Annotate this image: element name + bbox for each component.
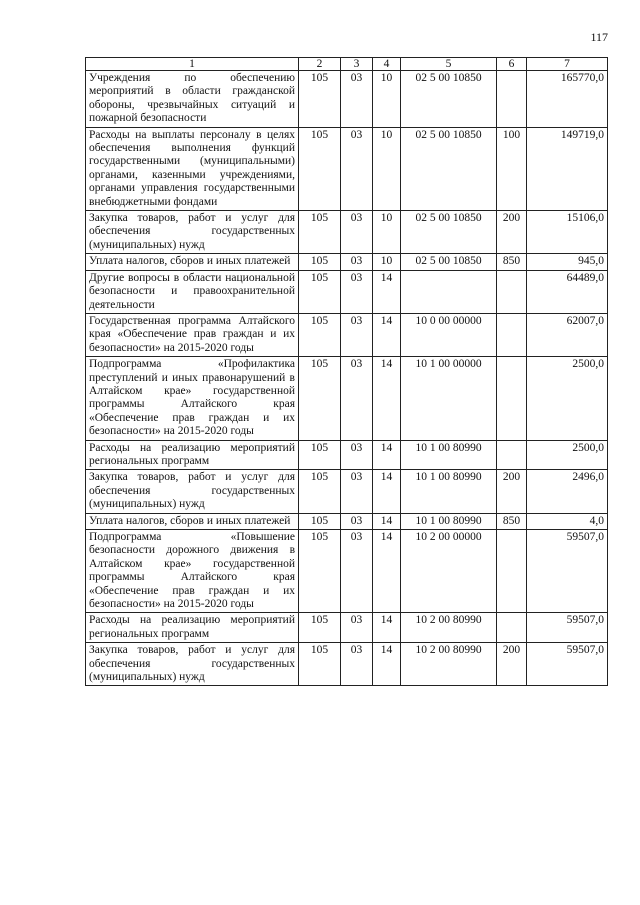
cell-amount: 59507,0 [527,643,608,686]
cell-amount: 64489,0 [527,270,608,313]
cell-name: Другие вопросы в области национальной безопасности и правоохранительной деятельности [86,270,299,313]
cell-name: Закупка товаров, работ и услуг для обеспечения государственных (муниципальных) нужд [86,470,299,513]
column-header: 6 [497,58,527,71]
cell-expense-type [497,440,527,470]
cell-expense-type [497,530,527,613]
cell-expense-type: 850 [497,254,527,270]
cell-ministry: 105 [299,470,341,513]
cell-ministry: 105 [299,313,341,356]
cell-section: 03 [341,613,373,643]
column-header: 7 [527,58,608,71]
cell-ministry: 105 [299,127,341,210]
cell-ministry: 105 [299,270,341,313]
cell-name: Уплата налогов, сборов и иных платежей [86,254,299,270]
table-row [86,530,608,613]
cell-section: 03 [341,71,373,128]
cell-subsection: 14 [373,270,401,313]
cell-name: Закупка товаров, работ и услуг для обеспечения государственных (муниципальных) нужд [86,211,299,254]
cell-target: 10 1 00 80990 [401,470,497,513]
cell-target: 10 1 00 80990 [401,440,497,470]
cell-amount: 2500,0 [527,440,608,470]
cell-section: 03 [341,643,373,686]
budget-table [85,57,608,686]
cell-expense-type [497,613,527,643]
cell-section: 03 [341,513,373,529]
cell-target: 10 2 00 80990 [401,613,497,643]
cell-expense-type [497,357,527,440]
column-header: 2 [299,58,341,71]
cell-target: 10 1 00 80990 [401,513,497,529]
cell-amount: 165770,0 [527,71,608,128]
cell-section: 03 [341,313,373,356]
table-row [86,71,608,128]
table-header-row [86,58,608,71]
table-row [86,254,608,270]
cell-ministry: 105 [299,530,341,613]
table-row [86,643,608,686]
cell-amount: 62007,0 [527,313,608,356]
cell-amount: 15106,0 [527,211,608,254]
cell-section: 03 [341,211,373,254]
table-row [86,613,608,643]
cell-target: 02 5 00 10850 [401,71,497,128]
table-row [86,357,608,440]
cell-target: 10 0 00 00000 [401,313,497,356]
cell-ministry: 105 [299,440,341,470]
cell-expense-type [497,71,527,128]
cell-subsection: 10 [373,71,401,128]
cell-target [401,270,497,313]
column-header: 1 [86,58,299,71]
cell-subsection: 14 [373,643,401,686]
cell-name: Уплата налогов, сборов и иных платежей [86,513,299,529]
table-row [86,513,608,529]
cell-subsection: 10 [373,254,401,270]
cell-name: Расходы на выплаты персоналу в целях обеспечения выполнения функций государственными (муниципальными) органами, казенными учреждениями, органами управления государственными внебюджетными фондами [86,127,299,210]
page-number: 117 [590,30,608,44]
table-row [86,440,608,470]
cell-expense-type [497,270,527,313]
table-row [86,313,608,356]
cell-subsection: 14 [373,613,401,643]
cell-name: Закупка товаров, работ и услуг для обеспечения государственных (муниципальных) нужд [86,643,299,686]
cell-target: 10 2 00 00000 [401,530,497,613]
cell-subsection: 14 [373,470,401,513]
column-header: 5 [401,58,497,71]
cell-subsection: 14 [373,357,401,440]
cell-expense-type: 200 [497,470,527,513]
table-body [86,71,608,686]
cell-subsection: 14 [373,313,401,356]
cell-ministry: 105 [299,643,341,686]
cell-name: Подпрограмма «Повышение безопасности дорожного движения в Алтайском крае» государственной программы Алтайского края «Обеспечение прав граждан и их безопасности» на 2015-2020 годы [86,530,299,613]
cell-section: 03 [341,357,373,440]
cell-amount: 945,0 [527,254,608,270]
cell-section: 03 [341,127,373,210]
cell-section: 03 [341,440,373,470]
cell-amount: 59507,0 [527,613,608,643]
cell-amount: 2500,0 [527,357,608,440]
cell-target: 02 5 00 10850 [401,127,497,210]
cell-amount: 59507,0 [527,530,608,613]
cell-section: 03 [341,270,373,313]
cell-subsection: 14 [373,530,401,613]
cell-ministry: 105 [299,513,341,529]
cell-section: 03 [341,470,373,513]
column-header: 3 [341,58,373,71]
cell-ministry: 105 [299,357,341,440]
cell-ministry: 105 [299,211,341,254]
cell-amount: 4,0 [527,513,608,529]
cell-target: 02 5 00 10850 [401,211,497,254]
table-row [86,127,608,210]
cell-name: Расходы на реализацию мероприятий региональных программ [86,613,299,643]
cell-subsection: 14 [373,513,401,529]
cell-name: Государственная программа Алтайского края «Обеспечение прав граждан и их безопасности» на 2015-2020 годы [86,313,299,356]
table-row [86,211,608,254]
cell-amount: 2496,0 [527,470,608,513]
cell-expense-type: 200 [497,643,527,686]
cell-name: Учреждения по обеспечению мероприятий в области гражданской обороны, чрезвычайных ситуаций и пожарной безопасности [86,71,299,128]
table-row [86,270,608,313]
cell-target: 10 1 00 00000 [401,357,497,440]
cell-section: 03 [341,254,373,270]
cell-expense-type: 200 [497,211,527,254]
table-row [86,470,608,513]
cell-subsection: 10 [373,127,401,210]
cell-expense-type: 850 [497,513,527,529]
cell-subsection: 10 [373,211,401,254]
cell-ministry: 105 [299,254,341,270]
cell-section: 03 [341,530,373,613]
cell-name: Подпрограмма «Профилактика преступлений и иных правонарушений в Алтайском крае» государственной программы Алтайского края «Обеспечение прав граждан и их безопасности» на 2015-2020 годы [86,357,299,440]
cell-expense-type [497,313,527,356]
cell-name: Расходы на реализацию мероприятий региональных программ [86,440,299,470]
cell-target: 10 2 00 80990 [401,643,497,686]
cell-target: 02 5 00 10850 [401,254,497,270]
column-header: 4 [373,58,401,71]
cell-subsection: 14 [373,440,401,470]
cell-expense-type: 100 [497,127,527,210]
cell-amount: 149719,0 [527,127,608,210]
cell-ministry: 105 [299,71,341,128]
cell-ministry: 105 [299,613,341,643]
